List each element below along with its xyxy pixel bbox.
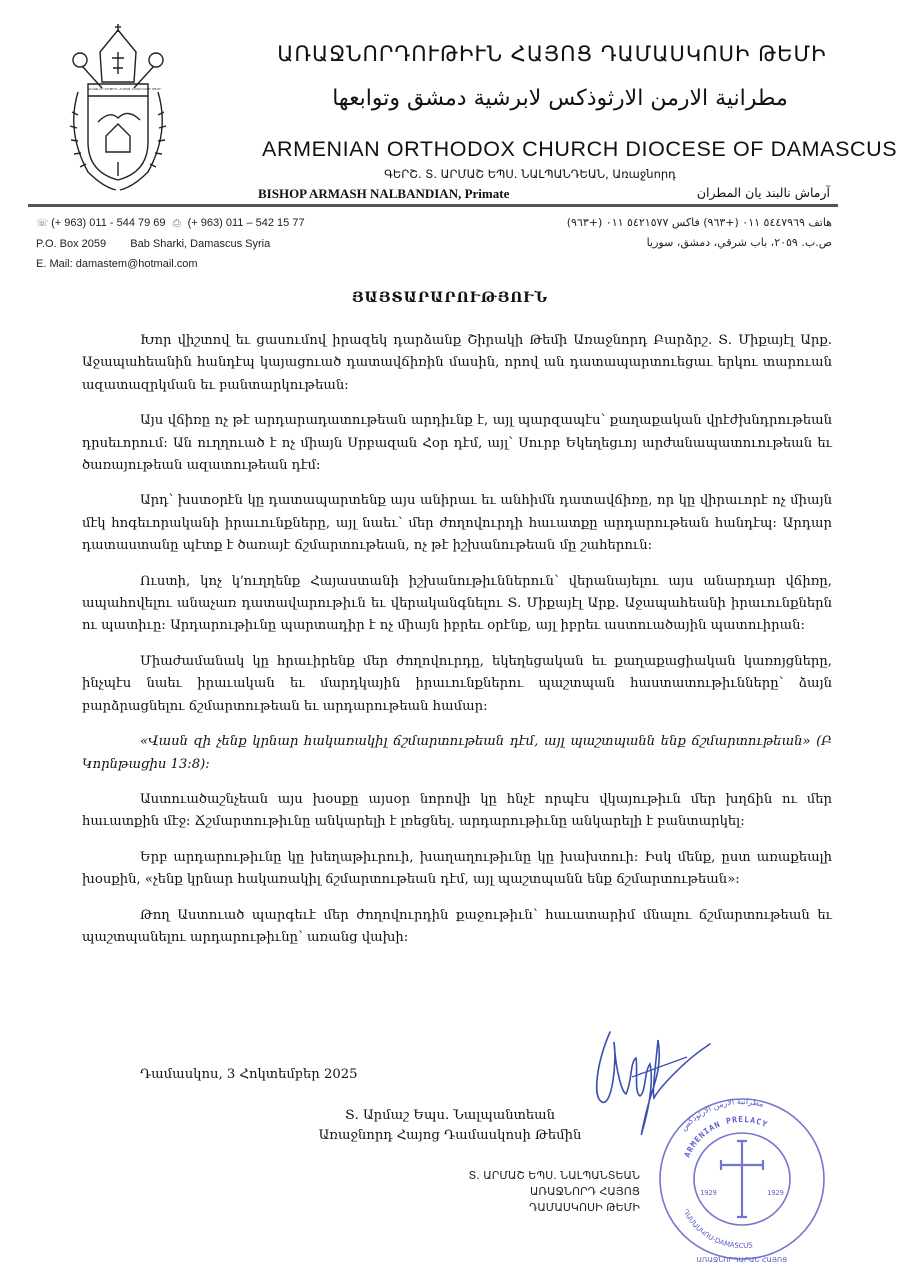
signatory-title: Առաջնորդ Հայոց Դամասկոսի Թեմին bbox=[318, 1128, 582, 1143]
seal-armenian-arc: ԱՌԱՋՆՈՐԴԱՐԱՆ ՀԱՅՈՑ bbox=[696, 1256, 788, 1264]
scripture-quote: «Վասն զի չենք կրնար հակառակիլ ճշմարտութեան դէմ, այլ պաշտպանն ենք ճշմարտութեան» (Բ Կորնթացիս 13:8): bbox=[82, 734, 832, 772]
seal-top-text: ARMENIAN PRELACY bbox=[682, 1114, 770, 1159]
paragraph: Միաժամանակ կը հրաւիրենք մեր ժողովուրդը, եկեղեցական եւ քաղաքացիական կառոյցները, ինչպէս նաեւ իրաւական եւ մարդկային իրաւունքներու պաշտպան հաստատութիւնները՝ ձայն բարձրացնելու ճշմարտութեան եւ արդարութեան համար: bbox=[82, 653, 832, 714]
handwritten-signature bbox=[592, 1022, 712, 1152]
crest-text: ԱՌԱՋՆՈՐԴՈՒԹԻՒՆ ՀԱՅՈՑ ԴԱՄԱՍԿՈՍԻ ԹԵՄԻ bbox=[88, 87, 162, 91]
phone-fax-line bbox=[36, 213, 456, 234]
armenian-bishop-line: ԳԵՐՇ. Տ. ԱՐՄԱՇ ԵՊՍ. ՆԱԼՊԱՆԴԵԱՆ, Առաջնորդ bbox=[384, 167, 676, 181]
paragraph: Այս վճիռը ոչ թէ արդարադատութեան արդիւնք է, այլ պարզապէս՝ քաղաքական վրէժխնդրութեան դրսեւորում: Ան ուղղուած է ոչ միայն Սրբազան Հօր դէմ, այլ՝ Սուրբ Եկեղեցւոյ արժանապատուութեան եւ ծառայութեան ազատութեան դէմ: bbox=[82, 413, 832, 474]
paragraph: Թող Աստուած պարգեւէ մեր ժողովուրդին քաջութիւն՝ հաւատարիմ մնալու ճշմարտութեան եւ պաշտպանելու արդարութիւնը՝ առանց վախի: bbox=[82, 907, 832, 945]
paragraph: Երբ արդարութիւնը կը խեղաթիւրուի, խաղաղութիւնը կը խախտուի: Իսկ մենք, ըստ առաքեալի խօսքին, «չենք կրնար հակառակիլ ճշմարտութեան դէմ, այլ պաշտպանն ենք ճշմարտութեան»: bbox=[82, 849, 832, 888]
arabic-bishop-line: آرماش نالبند يان المطران bbox=[696, 185, 830, 200]
fax-number: (+ 963) 011 – 542 15 77 bbox=[187, 217, 305, 229]
arabic-diocese-title: مطرانية الارمن الارثوذكس لابرشية دمشق وتوابعها bbox=[332, 86, 788, 111]
paragraph: Խոր վիշտով եւ ցասումով իրազեկ դարձանք Շիրակի Թեմի Առաջնորդ Բարձրշ. Տ. Միքայէլ Արք. Աջապահեանին հանդէպ կայացուած դատավճիռին մասին, որով ան դատապարտուեցաւ երկու տարուան ազատազրկման եւ բանտարկութեան: bbox=[82, 333, 832, 393]
document-heading: ՅԱՅՏԱՐԱՐՈՒԹՅՈՒՆ bbox=[351, 290, 549, 306]
english-diocese-title: ARMENIAN ORTHODOX CHURCH DIOCESE OF DAMASCUS bbox=[262, 137, 898, 161]
arabic-phone-line: هاتف ٥٤٤٧٩٦٩ ٠١١ (+٩٦٣) فاكس ٥٤٢١٥٧٧ ٠١١ (+٩٦٣) bbox=[566, 216, 832, 229]
paragraph: Աստուածաշնչեան այս խօսքը այսօր նորովի կը հնչէ որպէս վկայութիւն մեր խղճին ու մեր հաւատքին մէջ: Ճշմարտութիւնը անկարելի է լռեցնել. արդարութիւնը անկարելի է բանտարկել: bbox=[82, 791, 832, 830]
statement-body bbox=[82, 330, 832, 962]
contact-block-latin bbox=[36, 213, 456, 274]
rubber-stamp-text bbox=[430, 1168, 640, 1216]
po-box: P.O. Box 2059 bbox=[36, 238, 107, 250]
contact-block-arabic bbox=[470, 213, 832, 253]
seal-year-right: 1929 bbox=[767, 1189, 784, 1197]
diocese-crest-logo bbox=[58, 22, 178, 192]
seal-arabic-arc: مطرانية الارمن الارثوذكس bbox=[679, 1096, 765, 1133]
paragraph: Արդ՝ խստօրէն կը դատապարտենք այս անիրաւ եւ անհիմն դատավճիռը, որ կը վիրաւորէ ոչ միայն մէկ հոգեւորականի իրաւունքները, այլ նաեւ՝ մեր ժողովուրդի հաւատքը արդարութեան հանդէպ: Արդար դատաստանը պէտք է ծառայէ ճշմարտութեան, ոչ թէ իշխանութեան մը շահերուն: bbox=[82, 493, 832, 554]
paragraph: Ուստի, կոչ կ՚ուղղենք Հայաստանի իշխանութիւններուն՝ վերանայելու այս անարդար վճիռը, ապահովելու անաչառ դատավարութիւն եւ վերականգնելու Տ. Միքայէլ Արք. Աջապահեանի իրաւունքներն ու պատիւը: Արդարութիւնը պարտադիր է ոչ միայն իբրեւ օրէնք, այլ իբրեւ աստուածային պատուիրան: bbox=[82, 573, 832, 634]
seal-year-left: 1929 bbox=[700, 1189, 717, 1197]
stamp-line: ԴԱՄԱՍԿՈՍԻ ԹԵՄԻ bbox=[529, 1201, 640, 1214]
seal-bottom-text: ԴԱՄԱՍԿՈՍ-DAMASCUS bbox=[681, 1207, 754, 1251]
header-divider bbox=[28, 204, 838, 207]
telephone-icon: ☏ bbox=[36, 218, 49, 229]
armenian-diocese-title: ԱՌԱՋՆՈՐԴՈՒԹԻՒՆ ՀԱՅՈՑ ԴԱՄԱՍԿՈՍԻ ԹԵՄԻ bbox=[277, 42, 827, 66]
phone-number: (+ 963) 011 - 544 79 69 bbox=[51, 217, 166, 229]
street-address: Bab Sharki, Damascus Syria bbox=[130, 238, 271, 250]
stamp-line: Տ. ԱՐՄԱՇ ԵՊՍ. ՆԱԼՊԱՆՏԵԱՆ bbox=[468, 1169, 640, 1182]
signatory-block bbox=[280, 1106, 620, 1146]
signatory-name: Տ. Արմաշ Եպս. Նալպանտեան bbox=[344, 1108, 556, 1123]
english-bishop-line: BISHOP ARMASH NALBANDIAN, Primate bbox=[258, 186, 510, 201]
fax-icon: ⎙ bbox=[172, 218, 181, 229]
address-line bbox=[36, 234, 456, 254]
stamp-line: ԱՌԱՋՆՈՐԴ ՀԱՅՈՑ bbox=[529, 1185, 640, 1198]
arabic-address-line: ص.ب. ٢٠٥٩، باب شرقي، دمشق، سوريا bbox=[646, 236, 832, 249]
email-address[interactable]: E. Mail: damastem@hotmail.com bbox=[36, 258, 198, 270]
document-date: Դամասկոս, 3 Հոկտեմբեր 2025 bbox=[140, 1067, 358, 1082]
